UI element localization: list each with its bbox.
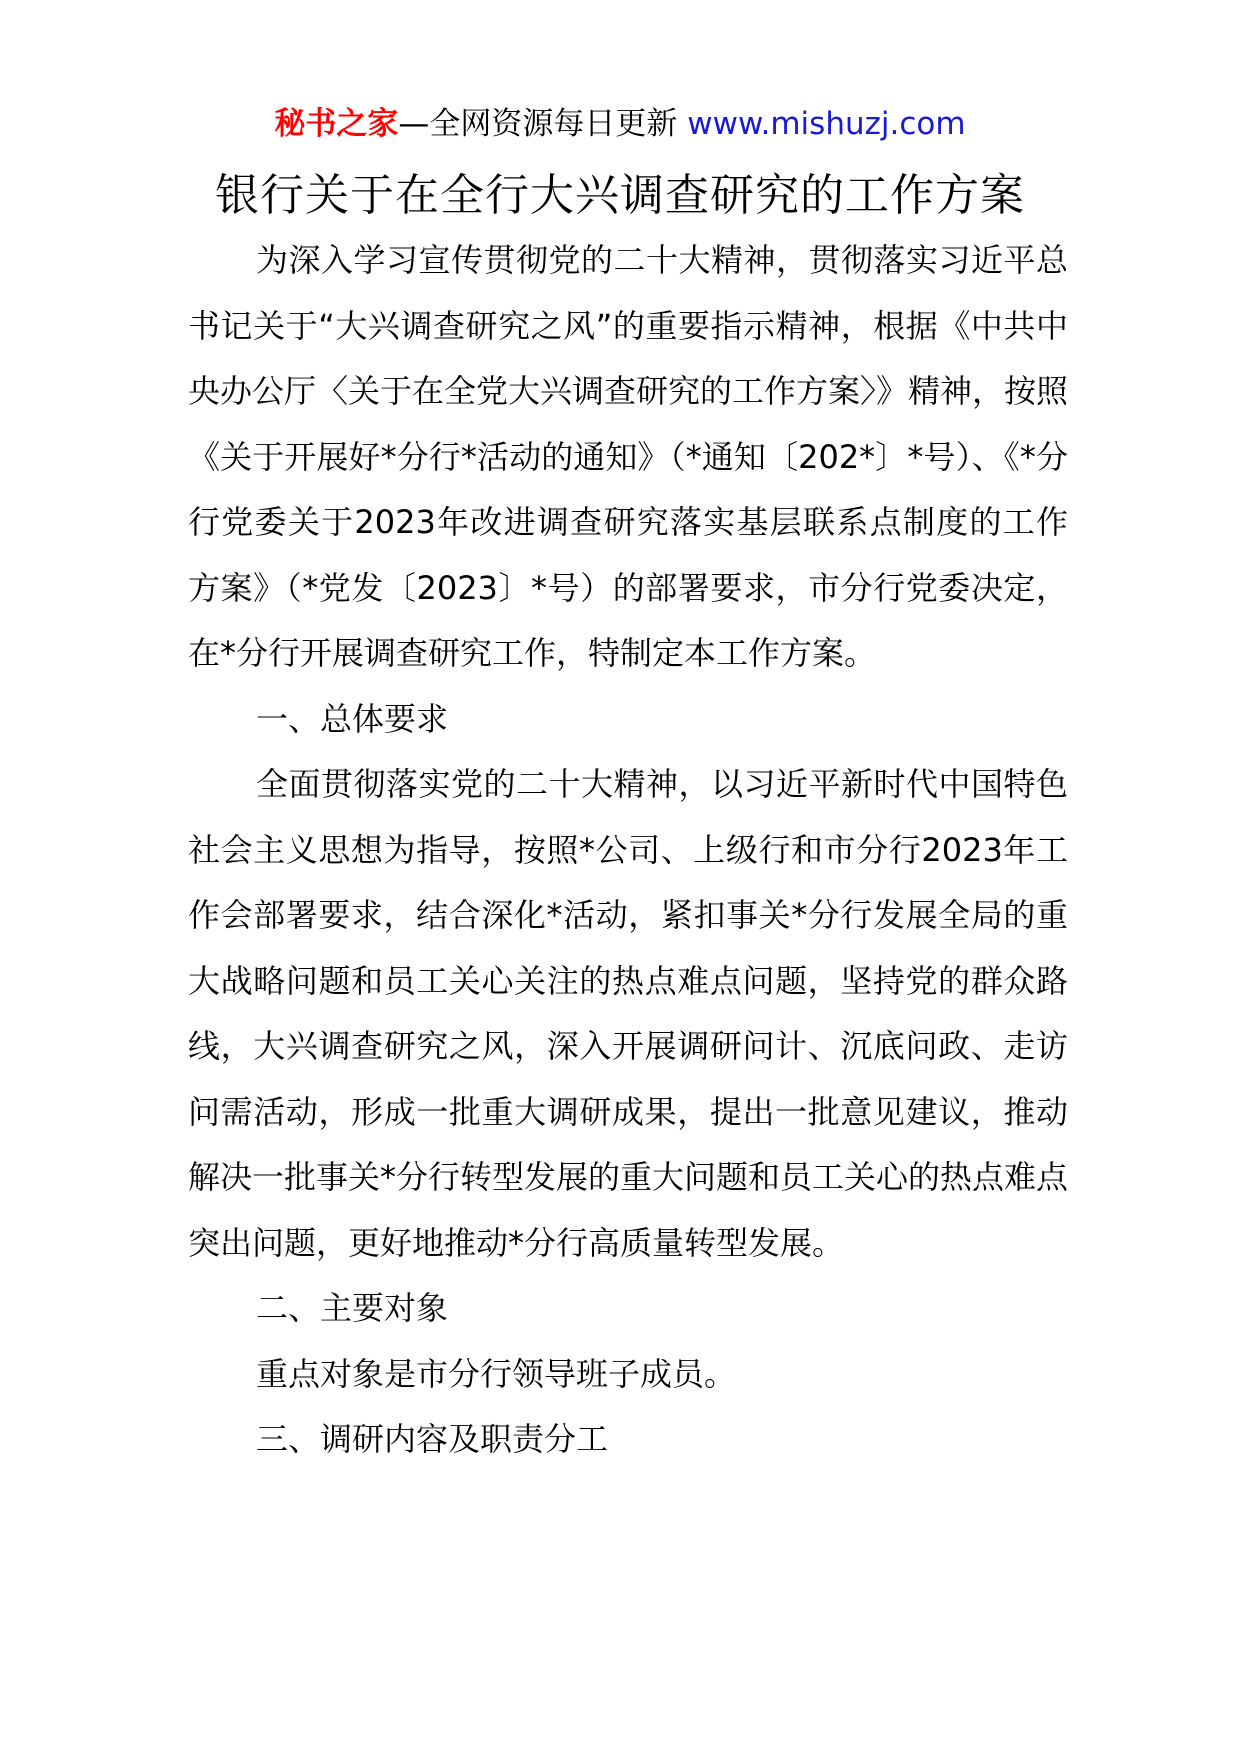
banner-tagline: —全网资源每日更新 xyxy=(398,106,678,142)
section-heading-overall-requirements: 一、总体要求 xyxy=(256,699,449,738)
section-heading-main-targets: 二、主要对象 xyxy=(256,1289,449,1327)
document-body xyxy=(188,228,1068,1473)
site-url-link[interactable]: www.mishuzj.com xyxy=(687,106,966,142)
document-title: 银行关于在全行大兴调查研究的工作方案 xyxy=(215,170,1025,221)
site-banner xyxy=(0,102,1240,146)
intro-paragraph: 为深入学习宣传贯彻党的二十大精神，贯彻落实习近平总书记关于“大兴调查研究之风”的重要指示精神，根据《中共中央办公厅〈关于在全党大兴调查研究的工作方案〉》精神，按照《关于开展好*分行*活动的通知》（*通知〔202*〕*号）、《*分行党委关于2023年改进调查研究落实基层联系点制度的工作方案》（*党发〔2023〕*号）的部署要求，市分行党委决定，在*分行开展调查研究工作，特制定本工作方案。 xyxy=(188,241,1069,672)
section-heading-research-content: 三、调研内容及职责分工 xyxy=(256,1420,609,1458)
overall-requirements-paragraph: 全面贯彻落实党的二十大精神，以习近平新时代中国特色社会主义思想为指导，按照*公司、上级行和市分行2023年工作会部署要求，结合深化*活动，紧扣事关*分行发展全局的重大战略问题和员工关心关注的热点难点问题，坚持党的群众路线，大兴调查研究之风，深入开展调研问计、沉底问政、走访问需活动，形成一批重大调研成果，提出一批意见建议，推动解决一批事关*分行转型发展的重大问题和员工关心的热点难点突出问题，更好地推动*分行高质量转型发展。 xyxy=(188,765,1069,1262)
main-targets-paragraph: 重点对象是市分行领导班子成员。 xyxy=(256,1354,737,1393)
brand-name: 秘书之家 xyxy=(274,106,399,142)
